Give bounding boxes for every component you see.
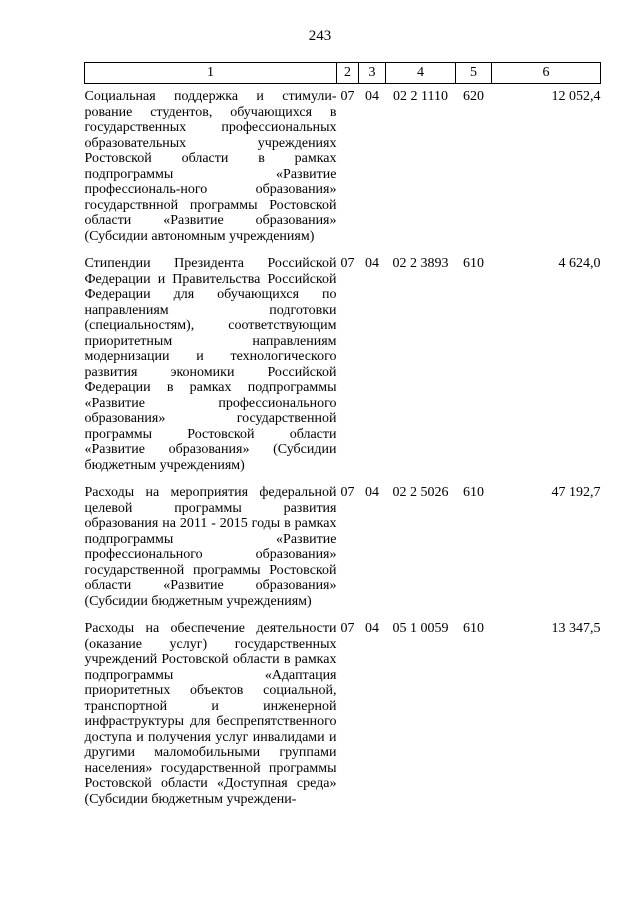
row-subsection: 04 xyxy=(365,485,379,500)
header-col-3: 3 xyxy=(359,63,386,84)
header-col-5: 5 xyxy=(456,63,492,84)
row-expense-type: 610 xyxy=(463,256,484,271)
row-subsection: 04 xyxy=(365,621,379,636)
row-amount: 47 192,7 xyxy=(551,485,601,500)
row-target-code: 02 2 5026 xyxy=(392,485,449,500)
row-target-code: 02 2 3893 xyxy=(392,256,449,271)
table-row xyxy=(85,256,601,485)
row-section: 07 xyxy=(340,485,355,500)
row-section: 07 xyxy=(340,89,355,104)
row-subsection: 04 xyxy=(365,256,379,271)
row-description: Стипендии Президента Российской Федерации и Правительства Российской Федерации для обучающихся по направлениям подготовки (специальностям), соответствующим приоритетным направлениям модернизации и технологического развития экономики Российской Федерации в рамках подпрограммы «Развитие профессионального образования» государственной программы Ростовской области «Развитие образования» (Субсидии бюджетным учреждениям) xyxy=(84,256,337,473)
row-amount: 12 052,4 xyxy=(551,89,601,104)
header-col-4: 4 xyxy=(386,63,456,84)
header-col-6: 6 xyxy=(492,63,601,84)
page-number: 243 xyxy=(308,28,332,44)
row-amount: 4 624,0 xyxy=(558,256,601,271)
header-col-1: 1 xyxy=(85,63,337,84)
table-header-row xyxy=(85,63,601,84)
row-description: Расходы на обеспечение деятельности (оказание услуг) государственных учреждений Ростовской области в рамках подпрограммы «Адаптация приоритетных объектов социальной, транспортной и инженерной инфраструктуры для беспрепятственного доступа и получения услуг инвалидами и другими маломобильными группами населения» государственной программы Ростовской области «Доступная среда» (Субсидии бюджетным учреждени- xyxy=(84,621,337,807)
row-expense-type: 610 xyxy=(463,621,484,636)
row-expense-type: 620 xyxy=(463,89,484,104)
row-target-code: 02 2 1110 xyxy=(393,89,448,104)
table-row xyxy=(85,621,601,807)
row-section: 07 xyxy=(340,621,355,636)
row-subsection: 04 xyxy=(365,89,379,104)
row-description: Расходы на мероприятия федеральной целевой программы развития образования на 2011 - 2015 годы в рамках подпрограммы «Развитие профессионального образования» государственной программы Ростовской области «Развитие образования» (Субсидии бюджетным учреждениям) xyxy=(84,485,337,609)
row-section: 07 xyxy=(340,256,355,271)
header-col-2: 2 xyxy=(337,63,359,84)
row-target-code: 05 1 0059 xyxy=(392,621,449,636)
row-description: Социальная поддержка и стимули-рование студентов, обучающихся в государственных профессиональных образовательных учреждениях Ростовской области в рамках подпрограммы «Развитие профессиональ-ного образования» государствнной программы Ростовской области «Развитие образования» (Субсидии автономным учреждениям) xyxy=(84,89,337,244)
row-amount: 13 347,5 xyxy=(551,621,601,636)
budget-table xyxy=(84,62,601,807)
row-expense-type: 610 xyxy=(463,485,484,500)
table-row xyxy=(85,84,601,257)
table-row xyxy=(85,485,601,621)
